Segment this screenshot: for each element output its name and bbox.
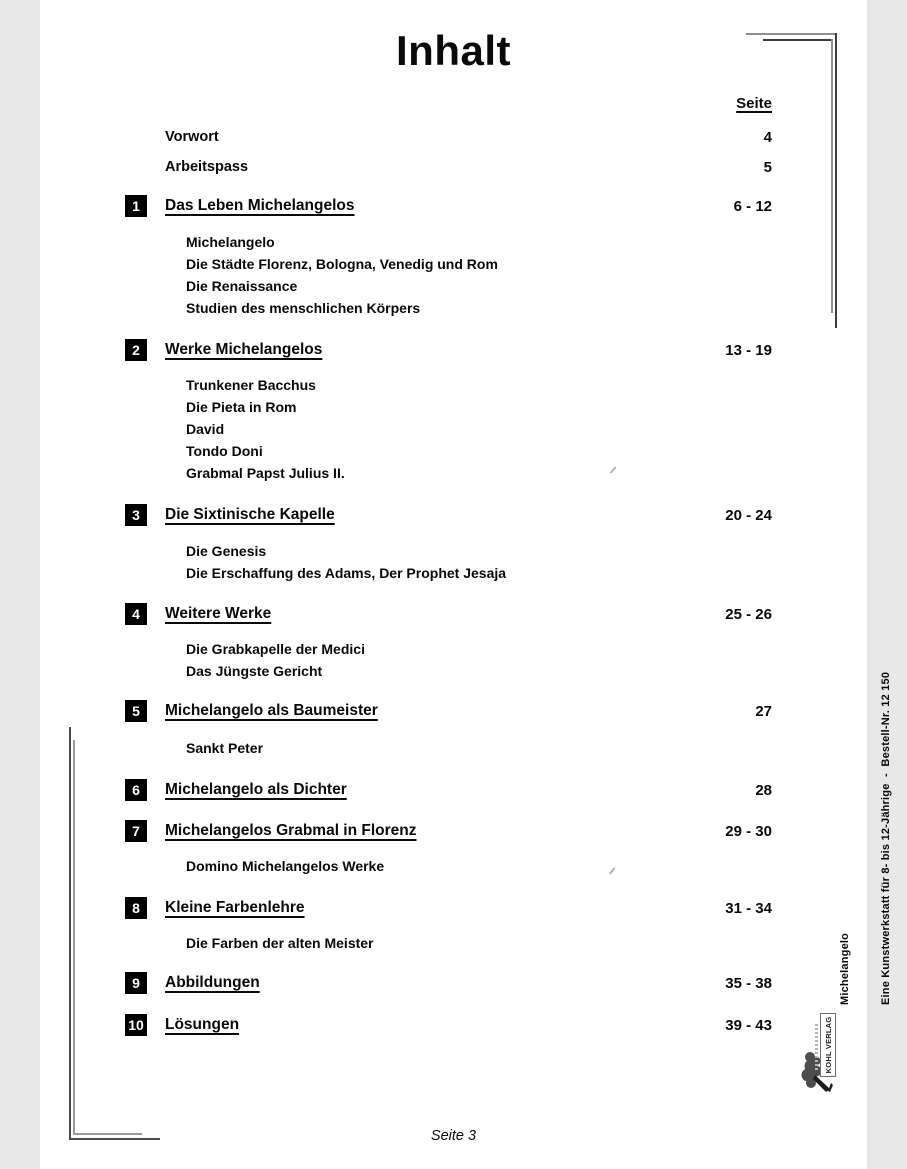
section-pages: 35 - 38: [725, 974, 772, 992]
section-subitem: Die Pieta in Rom: [186, 399, 297, 415]
toc-entry-page: 4: [763, 128, 772, 146]
section-subitem: Sankt Peter: [186, 740, 264, 756]
toc-entry-title: Vorwort: [165, 129, 219, 145]
section-number-badge: 3: [125, 504, 147, 526]
section-title: Michelangelo als Dichter: [165, 781, 347, 798]
section-row-1: [125, 195, 772, 217]
section-subitem: Die Renaissance: [186, 278, 298, 294]
section-subitem: Tondo Doni: [186, 443, 263, 459]
section-title: Abbildungen: [165, 974, 260, 991]
section-number-badge: 1: [125, 195, 147, 217]
section-pages: 27: [755, 702, 772, 720]
section-number-badge: 5: [125, 700, 147, 722]
section-number-badge: 7: [125, 820, 147, 842]
section-row-4: [125, 603, 772, 625]
sidebar-booklet-subtitle: Eine Kunstwerkstatt für 8- bis 12-Jährige - Bestell-Nr. 12 150: [879, 671, 892, 1005]
section-title: Das Leben Michelangelos: [165, 197, 355, 214]
section-row-6: [125, 779, 772, 801]
section-subitem: Die Städte Florenz, Bologna, Venedig und Rom: [186, 256, 498, 272]
section-title: Weitere Werke: [165, 605, 272, 622]
section-subitem: Trunkener Bacchus: [186, 377, 316, 393]
section-row-9: [125, 972, 772, 994]
section-subitem: Michelangelo: [186, 234, 275, 250]
corner-line-bottom-left-inner-v: [73, 740, 75, 1135]
section-pages: 28: [755, 781, 772, 799]
section-pages: 13 - 19: [725, 341, 772, 359]
section-row-10: [125, 1014, 772, 1036]
toc-entry-title: Arbeitspass: [165, 159, 249, 175]
corner-line-top-right-inner-v: [831, 39, 833, 313]
toc-page: [40, 0, 892, 1169]
section-number-badge: 2: [125, 339, 147, 361]
sidebar-booklet-title: Michelangelo: [839, 932, 851, 1005]
section-pages: 29 - 30: [725, 822, 772, 840]
section-row-7: [125, 820, 772, 842]
section-number-badge: 6: [125, 779, 147, 801]
section-title: Kleine Farbenlehre: [165, 899, 305, 916]
section-pages: 20 - 24: [725, 506, 772, 524]
section-row-3: [125, 504, 772, 526]
section-pages: 6 - 12: [733, 197, 772, 215]
toc-entry-arbeitspass: [125, 156, 772, 178]
publisher-logo-text: KOHL VERLAG: [820, 1013, 836, 1077]
section-title: Werke Michelangelos: [165, 341, 323, 358]
section-pages: 31 - 34: [725, 899, 772, 917]
toc-entry-page: 5: [763, 158, 772, 176]
section-number-badge: 10: [125, 1014, 147, 1036]
section-subitem: Das Jüngste Gericht: [186, 663, 323, 679]
section-row-8: [125, 897, 772, 919]
section-number-badge: 9: [125, 972, 147, 994]
publisher-logo: [800, 1010, 836, 1092]
section-title: Michelangelos Grabmal in Florenz: [165, 822, 417, 839]
section-title: Lösungen: [165, 1016, 240, 1033]
page-title: Inhalt: [396, 27, 511, 74]
sidebar-booklet-info: [812, 585, 907, 1005]
section-title: Michelangelo als Baumeister: [165, 702, 378, 719]
section-subitem: Grabmal Papst Julius II.: [186, 465, 345, 481]
page-column-header: Seite: [736, 95, 772, 112]
section-subitem: Studien des menschlichen Körpers: [186, 300, 421, 316]
section-subitem: Domino Michelangelos Werke: [186, 858, 385, 874]
section-subitem: Die Grabkapelle der Medici: [186, 641, 365, 657]
page-number-footer: Seite 3: [430, 1128, 477, 1144]
toc-entry-vorwort: [125, 126, 772, 148]
section-row-2: [125, 339, 772, 361]
section-row-5: [125, 700, 772, 722]
table-of-contents: [125, 0, 772, 1036]
section-subitem: Die Genesis: [186, 543, 267, 559]
section-number-badge: 8: [125, 897, 147, 919]
section-pages: 39 - 43: [725, 1016, 772, 1034]
corner-line-top-right-outer-v: [835, 33, 837, 328]
section-pages: 25 - 26: [725, 605, 772, 623]
section-number-badge: 4: [125, 603, 147, 625]
section-subitem: David: [186, 421, 225, 437]
section-subitem: Die Farben der alten Meister: [186, 935, 374, 951]
section-subitem: Die Erschaffung des Adams, Der Prophet Jesaja: [186, 565, 507, 581]
logo-fine-print: [815, 1022, 818, 1070]
corner-line-bottom-left-outer-v: [69, 727, 71, 1140]
section-title: Die Sixtinische Kapelle: [165, 506, 335, 523]
